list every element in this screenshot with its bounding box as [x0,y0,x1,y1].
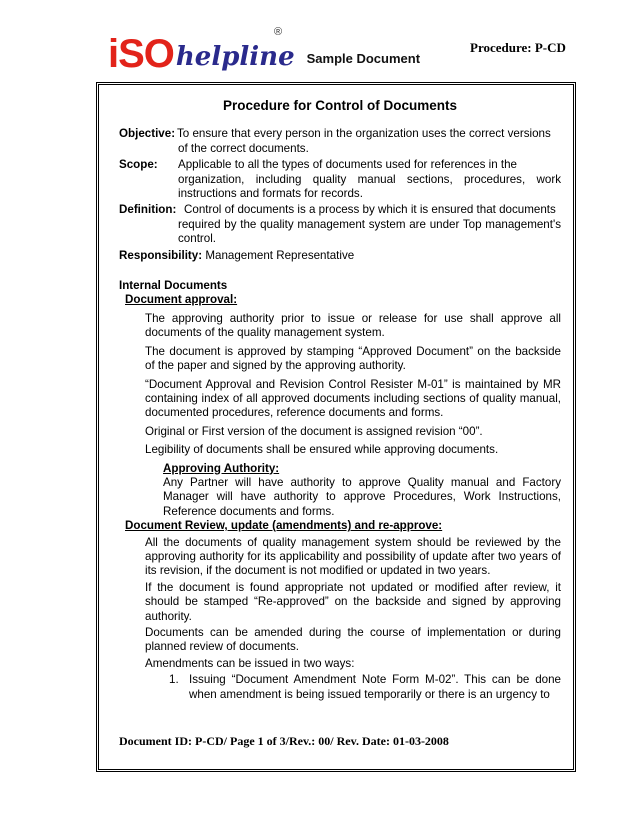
document-approval-heading: Document approval: [125,293,238,307]
responsibility-label: Responsibility: [119,248,203,262]
document-footer: Document ID: P-CD/ Page 1 of 3/Rev.: 00/ Rev. Date: 01-03-2008 [119,734,449,748]
scope-label: Scope: [119,158,158,172]
objective-block [119,127,561,156]
document-title: Procedure for Control of Documents [222,98,457,113]
definition-block [119,203,561,246]
objective-label: Objective: [119,127,176,141]
review-paragraph: If the document is found appropriate not updated or modified after review, it should be stamped “Re-approved” on the backside and signed by approving authority. [145,580,561,623]
responsibility-block [119,249,561,263]
registered-mark-icon: ® [274,26,283,38]
approving-authority-text: Any Partner will have authority to approve Quality manual and Factory Manager will have authority to approve Procedures, Work Instructions, Reference documents and forms. [163,475,561,518]
approving-authority-heading: Approving Authority: [163,461,280,475]
review-paragraph: Amendments can be issued in two ways: [145,656,355,670]
scope-text: Applicable to all the types of documents used for references in the [178,158,517,172]
logo-tagline: Sample Document [306,51,421,66]
definition-text: Control of documents is a process by which it is ensured that documents [184,203,556,217]
approval-paragraph: “Document Approval and Revision Control Resister M-01” is maintained by MR containing index of all approved documents including sections of quality manual, documented procedures, reference documents and forms. [145,377,561,420]
definition-label: Definition: [119,203,177,217]
numbered-item [169,673,561,702]
document-review-heading: Document Review, update (amendments) and re-approve: [125,519,443,533]
approval-paragraph: The document is approved by stamping “Approved Document” on the backside of the paper and signed by the approving authority. [145,344,561,373]
review-paragraph: All the documents of quality management system should be reviewed by the approving authority for its applicability and possibility of update after two years of its revision, if the document is not modified or updated in two years. [145,535,561,578]
numbered-item-text: Issuing “Document Amendment Note Form M-02”. This can be done when amendment is being issued temporarily or there is an urgency to [189,673,561,701]
review-paragraph: Documents can be amended during the course of implementation or during planned review of documents. [145,626,561,654]
objective-text: To ensure that every person in the organization uses the correct versions [177,127,551,141]
scope-text-cont: organization, including quality manual sections, procedures, work instructions and formats for records. [178,172,561,201]
document-frame [96,82,576,772]
page-header [0,0,638,82]
isohelpline-logo [108,26,421,76]
numbered-item-number: 1. [169,673,179,687]
responsibility-text: Management Representative [205,248,355,262]
scope-block [119,158,561,201]
procedure-code: Procedure: P-CD [470,40,566,55]
internal-documents-heading: Internal Documents [119,279,228,293]
logo-iso-text: iSO [108,32,174,76]
approval-paragraph: The approving authority prior to issue or release for use shall approve all documents of the quality management system. [145,311,561,340]
logo-helpline-text: helpline [175,42,295,72]
document-body [119,95,561,702]
approval-paragraph: Original or First version of the document is assigned revision “00”. [145,424,483,438]
approval-paragraph: Legibility of documents shall be ensured while approving documents. [145,443,499,457]
definition-text-cont: required by the quality management system are under Top management's control. [178,217,561,246]
objective-text-cont: of the correct documents. [178,141,309,155]
